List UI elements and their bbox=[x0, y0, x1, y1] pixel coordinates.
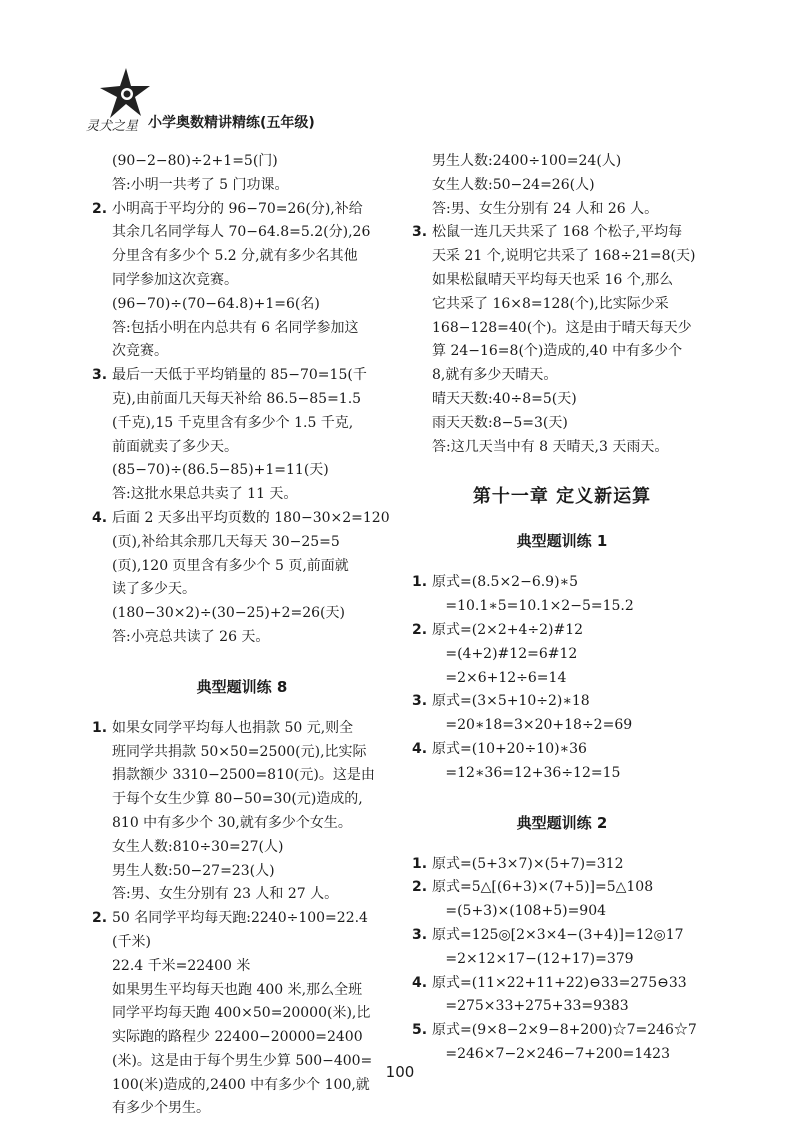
line-text: 答:这几天当中有 8 天晴天,3 天雨天。 bbox=[432, 438, 669, 455]
line-text: 原式=(8.5×2−6.9)∗5 bbox=[432, 574, 578, 591]
text-line bbox=[92, 979, 392, 1003]
numbered-item-line bbox=[412, 1019, 712, 1043]
line-text: 算 24−16=8(个)造成的,40 中有多少个 bbox=[432, 343, 683, 360]
page-header bbox=[86, 62, 726, 142]
text-line bbox=[412, 198, 712, 222]
line-text: 8,就有多少天晴天。 bbox=[432, 367, 558, 384]
line-text: 答:男、女生分别有 24 人和 26 人。 bbox=[432, 200, 659, 217]
text-line bbox=[412, 643, 712, 667]
numbered-item-line bbox=[92, 364, 392, 388]
text-line bbox=[412, 714, 712, 738]
text-line bbox=[92, 812, 392, 836]
line-text: =275×33+275+33=9383 bbox=[432, 998, 629, 1015]
text-line bbox=[92, 741, 392, 765]
line-text: (千克),15 千克里含有多少个 1.5 千克, bbox=[112, 414, 354, 431]
line-text: 次竞赛。 bbox=[112, 343, 168, 360]
numbered-item-line bbox=[412, 690, 712, 714]
item-number: 1. bbox=[412, 574, 428, 591]
item-number: 3. bbox=[412, 224, 428, 241]
line-text: 原式=(11×22+11+22)⊖33=275⊖33 bbox=[432, 974, 687, 991]
line-text: (千米) bbox=[112, 933, 151, 950]
line-text: 810 中有多少个 30,就有多少个女生。 bbox=[112, 814, 352, 831]
numbered-item-line bbox=[92, 507, 392, 531]
chapter-heading: 第十一章 定义新运算 bbox=[472, 486, 652, 508]
text-line bbox=[92, 602, 392, 626]
line-text: =246×7−2×246−7+200=1423 bbox=[432, 1045, 670, 1062]
text-line bbox=[92, 459, 392, 483]
text-line bbox=[92, 883, 392, 907]
line-text: 22.4 千米=22400 米 bbox=[112, 957, 251, 974]
line-text: 原式=(9×8−2×9−8+200)☆7=246☆7 bbox=[432, 1022, 697, 1039]
text-line bbox=[412, 364, 712, 388]
line-text: 如果女同学平均每人也捐款 50 元,则全 bbox=[112, 719, 354, 736]
line-text: 168−128=40(个)。这是由于晴天每天少 bbox=[432, 319, 692, 336]
text-line bbox=[412, 667, 712, 691]
line-text: 答:包括小明在内总共有 6 名同学参加这 bbox=[112, 319, 359, 336]
text-line bbox=[92, 388, 392, 412]
line-text: 最后一天低于平均销量的 85−70=15(千 bbox=[112, 367, 367, 384]
text-line bbox=[412, 412, 712, 436]
numbered-item-line bbox=[412, 853, 712, 877]
line-text: 前面就卖了多少天。 bbox=[112, 438, 238, 455]
text-line bbox=[412, 317, 712, 341]
text-line bbox=[412, 245, 712, 269]
line-text: 同学参加这次竞赛。 bbox=[112, 271, 238, 288]
line-text: 原式=(10+20÷10)∗36 bbox=[432, 740, 587, 757]
line-text: 同学平均每天跑 400×50=20000(米),比 bbox=[112, 1005, 371, 1022]
text-line bbox=[92, 836, 392, 860]
line-text: 于每个女生少算 80−50=30(元)造成的, bbox=[112, 791, 363, 808]
line-text: (90−2−80)÷2+1=5(门) bbox=[112, 153, 278, 169]
line-text: 雨天天数:8−5=3(天) bbox=[432, 414, 568, 431]
line-text: 如果松鼠晴天平均每天也采 16 个,那么 bbox=[432, 271, 674, 288]
line-text: 男生人数:50−27=23(人) bbox=[112, 862, 275, 879]
numbered-item-line bbox=[92, 198, 392, 222]
line-text: 读了多少天。 bbox=[112, 581, 196, 598]
numbered-item-line bbox=[412, 876, 712, 900]
numbered-item-line bbox=[412, 221, 712, 245]
text-line bbox=[92, 1097, 392, 1121]
line-text: 原式=125◎[2×3×4−(3+4)]=12◎17 bbox=[432, 926, 684, 943]
line-text: 捐款额少 3310−2500=810(元)。这是由 bbox=[112, 767, 375, 784]
text-line bbox=[92, 1002, 392, 1026]
line-text: 答:小亮总共读了 26 天。 bbox=[112, 628, 270, 645]
book-title: 小学奥数精讲精练(五年级) bbox=[148, 115, 315, 131]
line-text: 答:小明一共考了 5 门功课。 bbox=[112, 176, 289, 193]
text-line bbox=[412, 900, 712, 924]
text-line bbox=[412, 436, 712, 460]
text-line bbox=[92, 293, 392, 317]
item-number: 5. bbox=[412, 1022, 428, 1039]
item-number: 4. bbox=[92, 509, 108, 526]
line-text: (米)。这是由于每个男生少算 500−400= bbox=[112, 1052, 373, 1069]
numbered-item-line bbox=[92, 717, 392, 741]
line-text: 100(米)造成的,2400 中有多少个 100,就 bbox=[112, 1076, 370, 1093]
text-line bbox=[92, 860, 392, 884]
text-line bbox=[92, 483, 392, 507]
text-line bbox=[92, 150, 392, 174]
spacer bbox=[412, 786, 712, 812]
line-text: 其余几名同学每人 70−64.8=5.2(分),26 bbox=[112, 224, 371, 241]
star-logo-icon bbox=[96, 66, 152, 122]
spacer bbox=[412, 513, 712, 530]
numbered-item-line bbox=[412, 619, 712, 643]
page-number: 100 bbox=[385, 1063, 415, 1081]
line-text: =2×12×17−(12+17)=379 bbox=[432, 950, 634, 967]
text-line bbox=[92, 626, 392, 650]
line-text: 原式=(2×2+4÷2)#12 bbox=[432, 621, 584, 638]
line-text: (页),120 页里含有多少个 5 页,前面就 bbox=[112, 557, 349, 574]
text-line bbox=[412, 340, 712, 364]
item-number: 4. bbox=[412, 974, 428, 991]
text-line bbox=[92, 174, 392, 198]
line-text: =2×6+12÷6=14 bbox=[432, 669, 567, 686]
line-text: (96−70)÷(70−64.8)+1=6(名) bbox=[112, 295, 320, 312]
line-text: 有多少个男生。 bbox=[112, 1100, 210, 1117]
line-text: 实际跑的路程少 22400−20000=2400 bbox=[112, 1029, 363, 1046]
line-text: 原式=5△[(6+3)×(7+5)]=5△108 bbox=[432, 879, 654, 896]
line-text: 小明高于平均分的 96−70=26(分),补给 bbox=[112, 200, 363, 217]
item-number: 2. bbox=[412, 879, 428, 896]
item-number: 1. bbox=[412, 855, 428, 872]
text-line bbox=[92, 412, 392, 436]
text-line bbox=[92, 578, 392, 602]
line-text: 原式=(3×5+10÷2)∗18 bbox=[432, 693, 590, 710]
line-text: 原式=(5+3×7)×(5+7)=312 bbox=[432, 855, 624, 872]
line-text: 克),由前面几天每天补给 86.5−85=1.5 bbox=[112, 390, 362, 407]
text-line bbox=[412, 388, 712, 412]
line-text: =20∗18=3×20+18÷2=69 bbox=[432, 717, 633, 734]
line-text: =10.1∗5=10.1×2−5=15.2 bbox=[432, 598, 634, 615]
text-line bbox=[92, 436, 392, 460]
text-line bbox=[92, 955, 392, 979]
numbered-item-line bbox=[412, 571, 712, 595]
text-line bbox=[92, 788, 392, 812]
text-line bbox=[92, 1026, 392, 1050]
spacer bbox=[92, 650, 392, 676]
line-text: (页),补给其余那几天每天 30−25=5 bbox=[112, 533, 340, 550]
left-column bbox=[92, 150, 392, 1121]
section-heading: 典型题训练 2 bbox=[516, 813, 608, 832]
numbered-item-line bbox=[412, 738, 712, 762]
text-line bbox=[412, 150, 712, 174]
text-line bbox=[412, 948, 712, 972]
line-text: =12∗36=12+36÷12=15 bbox=[432, 764, 621, 781]
text-line bbox=[412, 269, 712, 293]
line-text: 女生人数:50−24=26(人) bbox=[432, 176, 595, 193]
text-line bbox=[92, 317, 392, 341]
spacer bbox=[412, 554, 712, 571]
line-text: 后面 2 天多出平均页数的 180−30×2=120 bbox=[112, 509, 390, 526]
numbered-item-line bbox=[92, 907, 392, 931]
right-column bbox=[412, 150, 712, 1067]
line-text: (85−70)÷(86.5−85)+1=11(天) bbox=[112, 462, 329, 479]
line-text: 答:这批水果总共卖了 11 天。 bbox=[112, 486, 298, 503]
text-line bbox=[412, 995, 712, 1019]
item-number: 4. bbox=[412, 740, 428, 757]
line-text: 50 名同学平均每天跑:2240÷100=22.4 bbox=[112, 910, 368, 927]
text-line bbox=[92, 764, 392, 788]
line-text: 天采 21 个,说明它共采了 168÷21=8(天) bbox=[432, 248, 696, 265]
item-number: 1. bbox=[92, 719, 108, 736]
text-line bbox=[92, 531, 392, 555]
line-text: (180−30×2)÷(30−25)+2=26(天) bbox=[112, 605, 345, 622]
item-number: 3. bbox=[92, 367, 108, 384]
text-line bbox=[92, 221, 392, 245]
item-number: 2. bbox=[92, 910, 108, 927]
line-text: 如果男生平均每天也跑 400 米,那么全班 bbox=[112, 981, 363, 998]
text-line bbox=[412, 174, 712, 198]
line-text: 男生人数:2400÷100=24(人) bbox=[432, 153, 622, 169]
line-text: 松鼠一连几天共采了 168 个松子,平均每 bbox=[432, 224, 683, 241]
spacer bbox=[92, 700, 392, 717]
line-text: 女生人数:810÷30=27(人) bbox=[112, 838, 284, 855]
text-line bbox=[92, 340, 392, 364]
line-text: 晴天天数:40÷8=5(天) bbox=[432, 390, 577, 407]
numbered-item-line bbox=[412, 924, 712, 948]
line-text: 班同学共捐款 50×50=2500(元),比实际 bbox=[112, 743, 367, 760]
item-number: 2. bbox=[412, 621, 428, 638]
text-line bbox=[92, 555, 392, 579]
spacer bbox=[412, 836, 712, 853]
brand-name: 灵犬之星 bbox=[86, 119, 139, 134]
spacer bbox=[412, 459, 712, 485]
item-number: 3. bbox=[412, 693, 428, 710]
item-number: 3. bbox=[412, 926, 428, 943]
text-line bbox=[412, 293, 712, 317]
line-text: 它共采了 16×8=128(个),比实际少采 bbox=[432, 295, 669, 312]
text-line bbox=[412, 762, 712, 786]
text-line bbox=[92, 931, 392, 955]
line-text: 分里含有多少个 5.2 分,就有多少名其他 bbox=[112, 248, 358, 265]
text-line bbox=[92, 245, 392, 269]
section-heading: 典型题训练 8 bbox=[196, 677, 288, 696]
text-line bbox=[92, 269, 392, 293]
text-line bbox=[412, 595, 712, 619]
line-text: =(4+2)#12=6#12 bbox=[432, 645, 578, 662]
section-heading: 典型题训练 1 bbox=[516, 532, 608, 551]
line-text: 答:男、女生分别有 23 人和 27 人。 bbox=[112, 886, 339, 903]
numbered-item-line bbox=[412, 972, 712, 996]
item-number: 2. bbox=[92, 200, 108, 217]
line-text: =(5+3)×(108+5)=904 bbox=[432, 903, 607, 920]
